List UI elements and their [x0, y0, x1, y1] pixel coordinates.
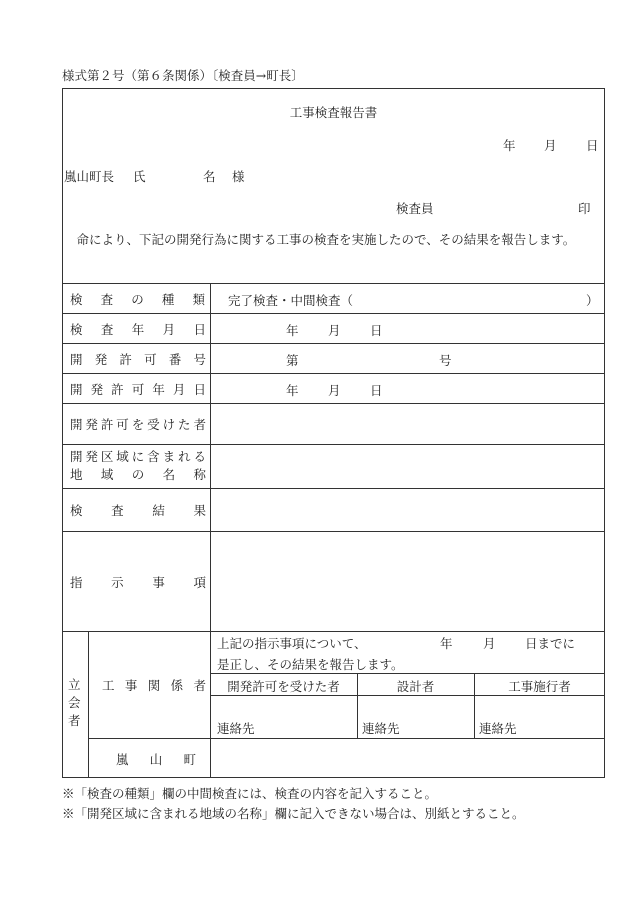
permit-date-year: 年	[286, 383, 299, 398]
column-constructor: 工事施行者	[508, 679, 571, 694]
label-area-names: 開発区域に含まれる 地域の名称	[70, 449, 206, 482]
inspection-date-year: 年	[286, 323, 299, 338]
note-2: ※「開発区域に含まれる地域の名称」欄に記入できない場合は、別紙とすること。	[62, 806, 525, 821]
permit-date-month: 月	[328, 383, 341, 398]
permit-date-day: 日	[370, 383, 383, 398]
inspection-date-month: 月	[328, 323, 341, 338]
label-permit-holder: 開発許可を受けた者	[70, 417, 206, 432]
date-year: 年	[503, 138, 516, 153]
rule-witness-cols	[210, 695, 605, 696]
addressee-mayor: 嵐山町長	[64, 169, 115, 184]
witness-report-line2: 是正し、その結果を報告します。	[217, 657, 404, 672]
permit-number-suffix: 号	[439, 353, 452, 368]
witness-report-year: 年	[440, 636, 453, 651]
rule-witness-header	[210, 673, 605, 674]
form-caption: 様式第２号（第６条関係）〔検査員→町長〕	[62, 68, 304, 83]
column-designer: 設計者	[396, 679, 435, 694]
intro-text: 命により、下記の開発行為に関する工事の検査を実施したので、その結果を報告します。	[76, 232, 576, 247]
addressee-name: 名	[203, 169, 216, 184]
inspector-label: 検査員	[396, 201, 434, 216]
witness-label: 立会者	[68, 677, 81, 728]
inspection-type-value: 完了検査・中間検査（	[228, 293, 354, 308]
contact-designer: 連絡先	[362, 721, 400, 736]
inspection-date-day: 日	[370, 323, 383, 338]
permit-number-prefix: 第	[286, 353, 299, 368]
witness-report-month: 月	[483, 636, 496, 651]
label-contractors: 工事関係者	[102, 678, 206, 693]
label-inspection-date: 検査年月日	[70, 321, 206, 337]
contact-constructor: 連絡先	[479, 721, 517, 736]
label-permit-number: 開発許可番号	[70, 351, 206, 367]
witness-report-line1: 上記の指示事項について、	[217, 636, 367, 651]
column-permit-holder: 開発許可を受けた者	[227, 679, 340, 694]
inspection-type-close-paren: ）	[586, 293, 599, 308]
addressee-shi: 氏	[133, 169, 146, 184]
note-1: ※「検査の種類」欄の中間検査には、検査の内容を記入すること。	[62, 786, 438, 801]
witness-report-day-until: 日までに	[525, 636, 576, 651]
rule-label-divider	[210, 283, 211, 778]
addressee-sama: 様	[232, 169, 245, 184]
report-title: 工事検査報告書	[289, 105, 378, 120]
rule-witness-divider	[88, 631, 89, 778]
contact-permit-holder: 連絡先	[217, 721, 255, 736]
label-town: 嵐山町	[116, 751, 196, 767]
label-permit-date: 開発許可年月日	[70, 381, 206, 397]
date-month: 月	[544, 138, 557, 153]
label-result: 検査結果	[70, 503, 206, 518]
date-day: 日	[586, 138, 599, 153]
label-instructions: 指示事項	[70, 574, 206, 590]
label-inspection-type: 検査の種類	[70, 291, 206, 307]
rule-row5	[62, 444, 605, 445]
seal-mark: 印	[578, 201, 591, 216]
